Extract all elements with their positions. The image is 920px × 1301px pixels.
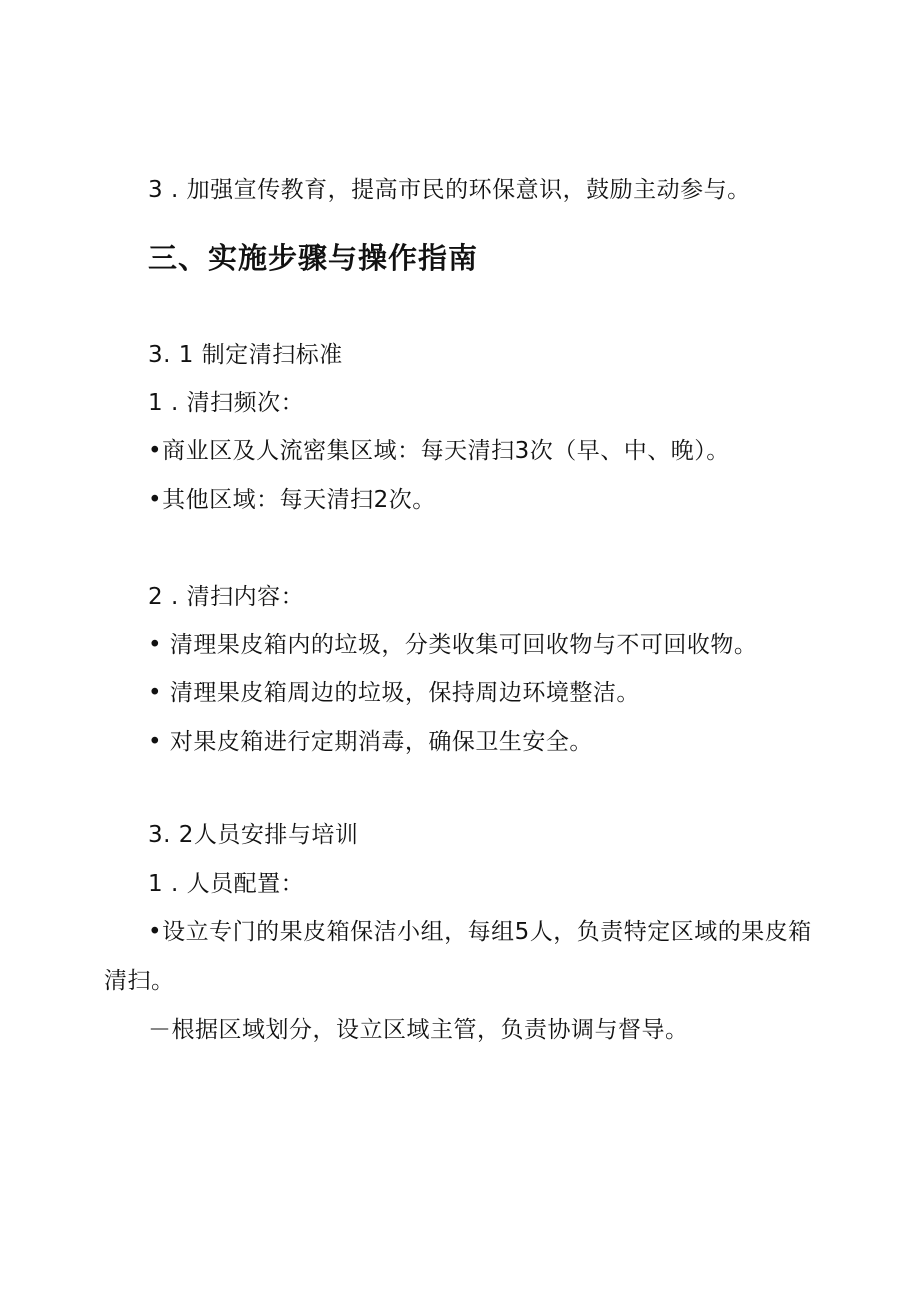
bullet-other-area: •其他区域：每天清扫2次。 [148,487,436,513]
list-item-frequency: 1 . 清扫频次： [148,390,305,416]
bullet-commercial-area: •商业区及人流密集区域：每天清扫3次（早、中、晚）。 [148,438,730,464]
goal-item-3: 3 . 加强宣传教育，提高市民的环保意识，鼓励主动参与。 [148,177,751,203]
list-item-content: 2 . 清扫内容： [148,584,305,610]
list-item-staffing: 1 . 人员配置： [148,871,305,897]
bullet-clean-inside: • 清理果皮箱内的垃圾，分类收集可回收物与不可回收物。 [148,632,758,658]
subsection-3-1-title: 3. 1 制定清扫标准 [148,342,343,368]
dash-item-area-supervisor: －根据区域划分，设立区域主管，负责协调与督导。 [148,1017,689,1043]
bullet-cleaning-team-continued: 清扫。 [104,968,175,994]
subsection-3-2-title: 3. 2人员安排与培训 [148,822,359,848]
bullet-cleaning-team: •设立专门的果皮箱保洁小组，每组5人，负责特定区域的果皮箱 [148,919,812,945]
bullet-disinfect: • 对果皮箱进行定期消毒，确保卫生安全。 [148,729,593,755]
bullet-clean-surroundings: • 清理果皮箱周边的垃圾，保持周边环境整洁。 [148,680,640,706]
section-heading-3: 三、实施步骤与操作指南 [148,241,479,275]
